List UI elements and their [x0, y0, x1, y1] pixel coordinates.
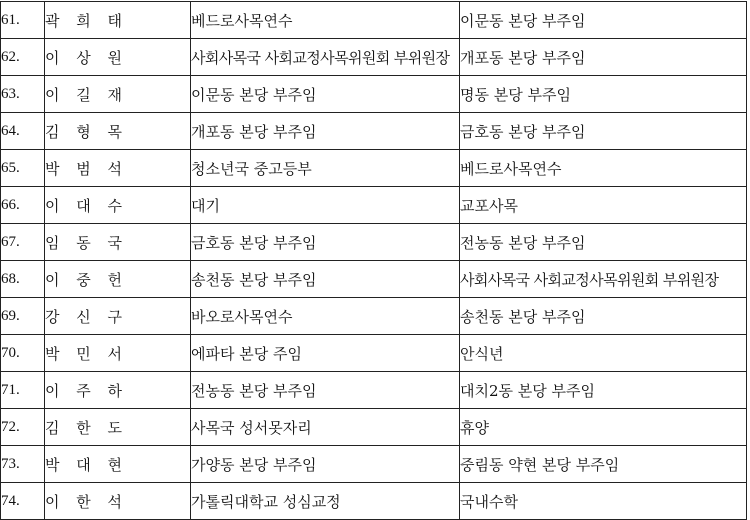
row-number: 71. [1, 372, 45, 409]
previous-post: 가양동 본당 부주임 [191, 446, 460, 483]
table-row [1, 113, 747, 150]
previous-post: 금호동 본당 부주임 [191, 224, 460, 261]
table-row [1, 76, 747, 113]
row-number: 61. [1, 2, 45, 39]
person-name: 이 중 헌 [45, 261, 191, 298]
table-row [1, 335, 747, 372]
table-row [1, 483, 747, 520]
row-number: 62. [1, 39, 45, 76]
new-post: 국내수학 [460, 483, 747, 520]
personnel-table-body [1, 2, 747, 520]
row-number: 67. [1, 224, 45, 261]
person-name: 곽 희 태 [45, 2, 191, 39]
person-name: 이 주 하 [45, 372, 191, 409]
new-post: 이문동 본당 부주임 [460, 2, 747, 39]
row-number: 73. [1, 446, 45, 483]
person-name: 김 형 목 [45, 113, 191, 150]
previous-post: 청소년국 중고등부 [191, 150, 460, 187]
person-name: 이 한 석 [45, 483, 191, 520]
row-number: 66. [1, 187, 45, 224]
previous-post: 사목국 성서못자리 [191, 409, 460, 446]
new-post: 명동 본당 부주임 [460, 76, 747, 113]
new-post: 휴양 [460, 409, 747, 446]
new-post: 안식년 [460, 335, 747, 372]
row-number: 64. [1, 113, 45, 150]
personnel-table [0, 1, 747, 520]
previous-post: 베드로사목연수 [191, 2, 460, 39]
previous-post: 대기 [191, 187, 460, 224]
table-row [1, 446, 747, 483]
previous-post: 바오로사목연수 [191, 298, 460, 335]
table-row [1, 39, 747, 76]
row-number: 72. [1, 409, 45, 446]
table-row [1, 150, 747, 187]
new-post: 중림동 약현 본당 부주임 [460, 446, 747, 483]
row-number: 68. [1, 261, 45, 298]
previous-post: 개포동 본당 부주임 [191, 113, 460, 150]
previous-post: 송천동 본당 부주임 [191, 261, 460, 298]
person-name: 박 대 현 [45, 446, 191, 483]
new-post: 송천동 본당 부주임 [460, 298, 747, 335]
new-post: 사회사목국 사회교정사목위원회 부위원장 [460, 261, 747, 298]
table-row [1, 298, 747, 335]
row-number: 74. [1, 483, 45, 520]
person-name: 강 신 구 [45, 298, 191, 335]
new-post: 전농동 본당 부주임 [460, 224, 747, 261]
table-row [1, 409, 747, 446]
person-name: 박 민 서 [45, 335, 191, 372]
new-post: 대치2동 본당 부주임 [460, 372, 747, 409]
table-row [1, 224, 747, 261]
table-row [1, 2, 747, 39]
previous-post: 에파타 본당 주임 [191, 335, 460, 372]
previous-post: 사회사목국 사회교정사목위원회 부위원장 [191, 39, 460, 76]
table-row [1, 372, 747, 409]
new-post: 교포사목 [460, 187, 747, 224]
new-post: 금호동 본당 부주임 [460, 113, 747, 150]
previous-post: 이문동 본당 부주임 [191, 76, 460, 113]
row-number: 69. [1, 298, 45, 335]
person-name: 김 한 도 [45, 409, 191, 446]
new-post: 개포동 본당 부주임 [460, 39, 747, 76]
row-number: 63. [1, 76, 45, 113]
row-number: 65. [1, 150, 45, 187]
person-name: 이 길 재 [45, 76, 191, 113]
table-row [1, 187, 747, 224]
person-name: 박 범 석 [45, 150, 191, 187]
person-name: 이 상 원 [45, 39, 191, 76]
previous-post: 가톨릭대학교 성심교정 [191, 483, 460, 520]
person-name: 임 동 국 [45, 224, 191, 261]
previous-post: 전농동 본당 부주임 [191, 372, 460, 409]
row-number: 70. [1, 335, 45, 372]
table-row [1, 261, 747, 298]
person-name: 이 대 수 [45, 187, 191, 224]
new-post: 베드로사목연수 [460, 150, 747, 187]
